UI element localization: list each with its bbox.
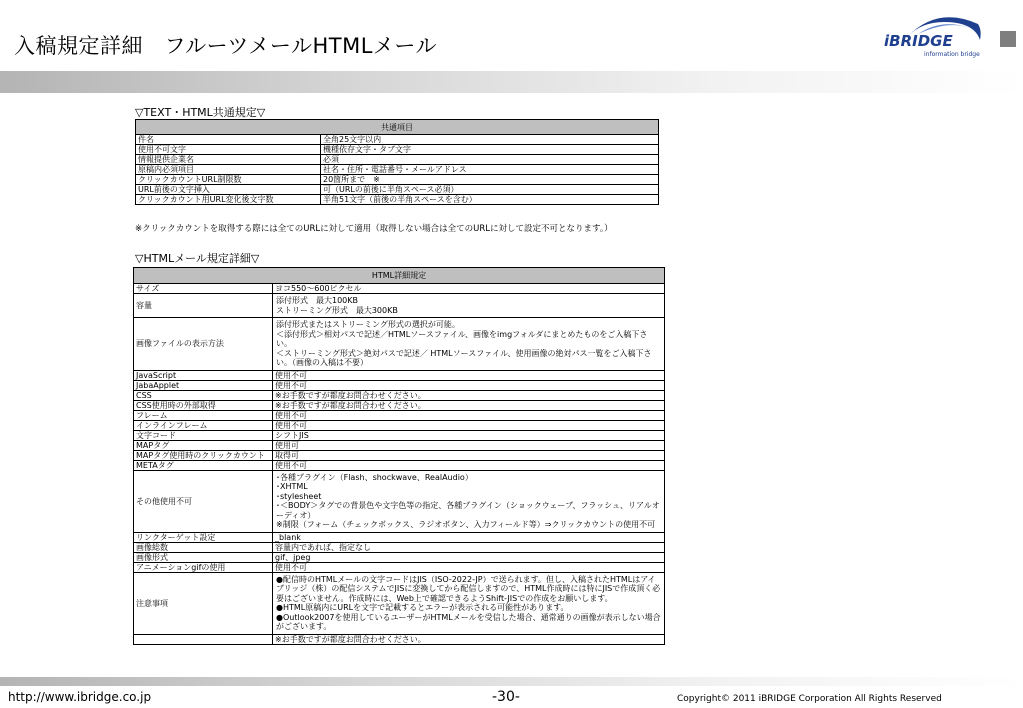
logo-subtext: information bridge [924, 51, 980, 58]
footer-url-link[interactable]: http://www.ibridge.co.jp [8, 690, 152, 704]
row-value-line: シフトJIS [275, 430, 309, 440]
row-value-line: 使用不可 [275, 380, 307, 390]
row-label: CSS使用時の外部取得 [134, 400, 273, 410]
row-value-line: 容量内であれば、指定なし [275, 542, 371, 552]
page-title: 入稿規定詳細 フルーツメールHTMLメール [14, 34, 437, 58]
html-rules-header: HTML詳細規定 [134, 268, 665, 284]
common-rules-table [135, 119, 659, 205]
row-value-line: ※お手数ですが都度お問合わせください。 [275, 390, 426, 400]
row-value-line: 添付形式 最大100KB [276, 296, 359, 305]
header-divider-bar [0, 71, 1023, 93]
logo-text: iBRIDGE [884, 32, 953, 50]
row-value: 社名・住所・電話番号・メールアドレス [321, 165, 659, 175]
row-label: クリックカウント用URL変化後文字数 [136, 195, 321, 205]
row-value [273, 380, 665, 390]
common-rules-header: 共通項目 [136, 120, 659, 135]
row-value [273, 532, 665, 542]
table-row [134, 410, 665, 420]
row-value: 全角25文字以内 [321, 135, 659, 145]
row-value [273, 572, 665, 634]
section2-heading: ▽HTMLメール規定詳細▽ [135, 252, 260, 265]
row-label: 画像総数 [134, 542, 273, 552]
row-value-line: ･各種プラグイン（Flash、shockwave、RealAudio） [276, 472, 473, 482]
row-label: その他使用不可 [134, 470, 273, 532]
footer-divider-bar [0, 677, 1023, 686]
row-label: METAタグ [134, 460, 273, 470]
table-row [134, 430, 665, 440]
table-row [134, 532, 665, 542]
row-label: 情報提供企業名 [136, 155, 321, 165]
table-row [136, 155, 659, 165]
row-value-line: ※制限（フォーム（チェックボックス、ラジオボタン、入力フィールド等）⇒クリックカウントの使用不可 [276, 520, 656, 529]
table-row [134, 634, 665, 644]
table-row [134, 420, 665, 430]
row-value [273, 400, 665, 410]
table-row [134, 572, 665, 634]
table-row [134, 460, 665, 470]
table-row [134, 284, 665, 294]
row-value-line: gif、jpeg [275, 552, 311, 562]
row-value-line: ･＜BODY＞タグでの背景色や文字色等の指定、各種プラグイン（ショックウェーブ、フラッシュ、リアルオーディオ） [276, 501, 660, 520]
row-value: 半角51文字（前後の半角スペースを含む） [321, 195, 659, 205]
table-row [134, 542, 665, 552]
row-value-line: ヨコ550～600ピクセル [275, 284, 362, 293]
row-label: JabaApplet [134, 380, 273, 390]
row-label: 原稿内必須項目 [136, 165, 321, 175]
row-label: クリックカウントURL制限数 [136, 175, 321, 185]
row-value [273, 410, 665, 420]
table-row [134, 380, 665, 390]
table-row [134, 318, 665, 371]
row-label: リンクターゲット設定 [134, 532, 273, 542]
row-value [273, 450, 665, 460]
table-row [136, 165, 659, 175]
page-number: -30- [492, 689, 520, 705]
row-label: 文字コード [134, 430, 273, 440]
row-value-line: ●配信時のHTMLメールの文字コードはJIS（ISO-2022-JP）で送られます。但し、入稿されたHTMLはアイブリッジ（株）の配信システムでJISに変換してから配信しますので、HTML作成時には特にJISで作成頂く必要はございません。作成時には、Web上で確認できるようShift-JISでの作成をお願いします。 [276, 574, 661, 603]
table-row [134, 390, 665, 400]
row-value [273, 318, 665, 371]
row-label: 注意事項 [134, 572, 273, 634]
clickcount-note: ※クリックカウントを取得する際には全てのURLに対して適用（取得しない場合は全てのURLに対して設定不可となります。） [135, 224, 613, 234]
row-value [273, 370, 665, 380]
section1-heading: ▽TEXT・HTML共通規定▽ [135, 106, 266, 119]
row-label [134, 634, 273, 644]
row-value-line: ※お手数ですが都度お問合わせください。 [275, 400, 426, 410]
row-value [273, 430, 665, 440]
row-value-line: 使用不可 [275, 460, 307, 470]
row-value-line: 取得可 [275, 450, 299, 460]
row-value [273, 552, 665, 562]
row-value [273, 460, 665, 470]
html-rules-table [133, 267, 665, 645]
table-row [134, 400, 665, 410]
row-value [273, 542, 665, 552]
row-value-line: 使用不可 [275, 370, 307, 380]
row-value [273, 294, 665, 318]
table-row [134, 294, 665, 318]
row-value: 機種依存文字・タブ文字 [321, 145, 659, 155]
row-label: JavaScript [134, 370, 273, 380]
row-value-line: 使用不可 [275, 420, 307, 430]
row-value-line: ＜ストリーミング形式＞絶対パスで記述／ HTMLソースファイル、使用画像の絶対パス一覧をご入稿下さい。（画像の入稿は不要） [276, 348, 652, 367]
row-label: アニメーションgifの使用 [134, 562, 273, 572]
row-value: 可（URLの前後に半角スペース必須） [321, 185, 659, 195]
row-label: 画像ファイルの表示方法 [134, 318, 273, 371]
table-row [134, 440, 665, 450]
row-value-line: ＜添付形式＞相対パスで記述／HTMLソースファイル、画像をimgフォルダにまとめたものをご入稿下さい。 [276, 329, 648, 348]
row-value [273, 440, 665, 450]
row-label: インラインフレーム [134, 420, 273, 430]
row-label: MAPタグ使用時のクリックカウント [134, 450, 273, 460]
row-label: 容量 [134, 294, 273, 318]
table-row [134, 470, 665, 532]
table-row [136, 145, 659, 155]
row-value-line: 使用不可 [275, 410, 307, 420]
row-value-line: 使用可 [275, 440, 299, 450]
row-label: MAPタグ [134, 440, 273, 450]
table-row [136, 175, 659, 185]
row-value [273, 562, 665, 572]
row-label: 画像形式 [134, 552, 273, 562]
row-label: サイズ [134, 284, 273, 294]
row-value [273, 390, 665, 400]
row-value [273, 634, 665, 644]
copyright-text: Copyright© 2011 iBRIDGE Corporation All Rights Reserved [677, 694, 942, 704]
table-row [136, 185, 659, 195]
corner-square-icon [1000, 31, 1016, 47]
table-row [136, 195, 659, 205]
row-value [273, 470, 665, 532]
row-label: 件名 [136, 135, 321, 145]
table-row [134, 370, 665, 380]
row-value-line: ･stylesheet [276, 491, 322, 501]
row-value-line: 使用不可 [275, 562, 307, 572]
row-value-line: ●Outlook2007を使用しているユーザーがHTMLメールを受信した場合、通常通りの画像が表示しない場合がございます。 [276, 612, 661, 631]
table-row [134, 450, 665, 460]
row-value: 必須 [321, 155, 659, 165]
row-label: URL前後の文字挿入 [136, 185, 321, 195]
row-value: 20箇所まで ※ [321, 175, 659, 185]
row-value-line: ･XHTML [276, 482, 308, 491]
row-value-line: ※お手数ですが都度お問合わせください。 [275, 634, 426, 644]
table-row [134, 562, 665, 572]
table-row [134, 552, 665, 562]
row-value-line: ストリーミング形式 最大300KB [276, 305, 398, 315]
row-value-line: _blank [275, 532, 301, 542]
row-value [273, 284, 665, 294]
row-label: CSS [134, 390, 273, 400]
table-row [136, 135, 659, 145]
row-value-line: ●HTML原稿内にURLを文字で記載するとエラーが表示される可能性があります。 [276, 603, 569, 612]
row-value [273, 420, 665, 430]
row-value-line: 添付形式またはストリーミング形式の選択が可能。 [276, 320, 460, 329]
row-label: フレーム [134, 410, 273, 420]
row-label: 使用不可文字 [136, 145, 321, 155]
ibridge-logo [878, 10, 988, 62]
